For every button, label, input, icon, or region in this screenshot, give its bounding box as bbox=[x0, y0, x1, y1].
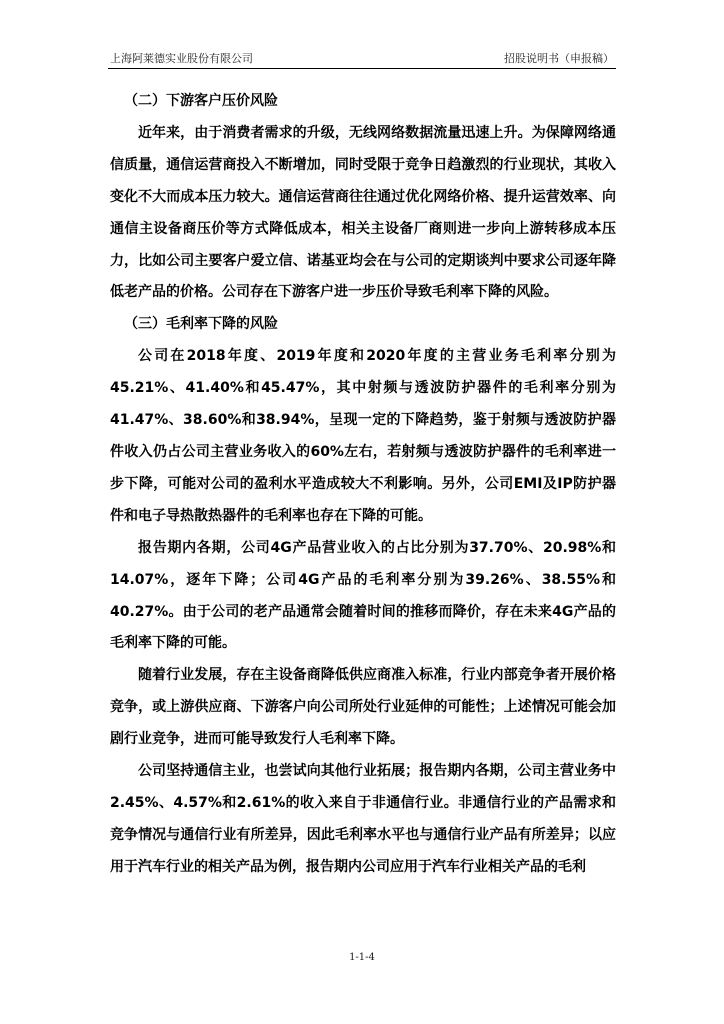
page-number: 1-1-4 bbox=[349, 952, 375, 963]
section-heading: （三）毛利率下降的风险 bbox=[124, 316, 278, 333]
running-header bbox=[110, 50, 614, 66]
header-document-title: 招股说明书（申报稿） bbox=[504, 52, 614, 65]
page-body bbox=[110, 86, 616, 884]
paragraph: 报告期内各期，公司4G产品营业收入的占比分别为37.70%、20.98%和14.07%，逐年下降；公司4G产品的毛利率分别为39.26%、38.55%和40.27%。由于公司的老产品通常会随着时间的推移而降价，存在未来4G产品的毛利率下降的可能。 bbox=[110, 539, 616, 652]
paragraph: 公司坚持通信主业，也尝试向其他行业拓展；报告期内各期，公司主营业务中2.45%、4.57%和2.61%的收入来自于非通信行业。非通信行业的产品需求和竞争情况与通信行业有所差异，因此毛利率水平也与通信行业产品有所差异；以应用于汽车行业的相关产品为例，报告期内公司应用于汽车行业相关产品的毛利 bbox=[110, 763, 616, 875]
paragraph: 随着行业发展，存在主设备商降低供应商准入标准，行业内部竞争者开展价格竞争，或上游供应商、下游客户向公司所处行业延伸的可能性；上述情况可能会加剧行业竞争，进而可能导致发行人毛利率下降。 bbox=[110, 667, 616, 748]
paragraph: 近年来，由于消费者需求的升级，无线网络数据流量迅速上升。为保障网络通信质量，通信运营商投入不断增加，同时受限于竞争日趋激烈的行业现状，其收入变化不大而成本压力较大。通信运营商往往通过优化网络价格、提升运营效率、向通信主设备商压价等方式降低成本，相关主设备厂商则进一步向上游转移成本压力，比如公司主要客户爱立信、诺基亚均会在与公司的定期谈判中要求公司逐年降低老产品的价格。公司存在下游客户进一步压价导致毛利率下降的风险。 bbox=[110, 124, 616, 301]
section-heading: （二）下游客户压价风险 bbox=[124, 93, 278, 109]
header-company-name: 上海阿莱德实业股份有限公司 bbox=[110, 52, 253, 65]
paragraph: 公司在2018年度、2019年度和2020年度的主营业务毛利率分别为45.21%、41.40%和45.47%，其中射频与透波防护器件的毛利率分别为41.47%、38.60%和38.94%，呈现一定的下降趋势，鉴于射频与透波防护器件收入仍占公司主营业务收入的60%左右，若射频与透波防护器件的毛利率进一步下降，可能对公司的盈利水平造成较大不利影响。另外，公司EMI及IP防护器件和电子导热散热器件的毛利率也存在下降的可能。 bbox=[110, 348, 616, 524]
header-rule bbox=[108, 68, 616, 69]
